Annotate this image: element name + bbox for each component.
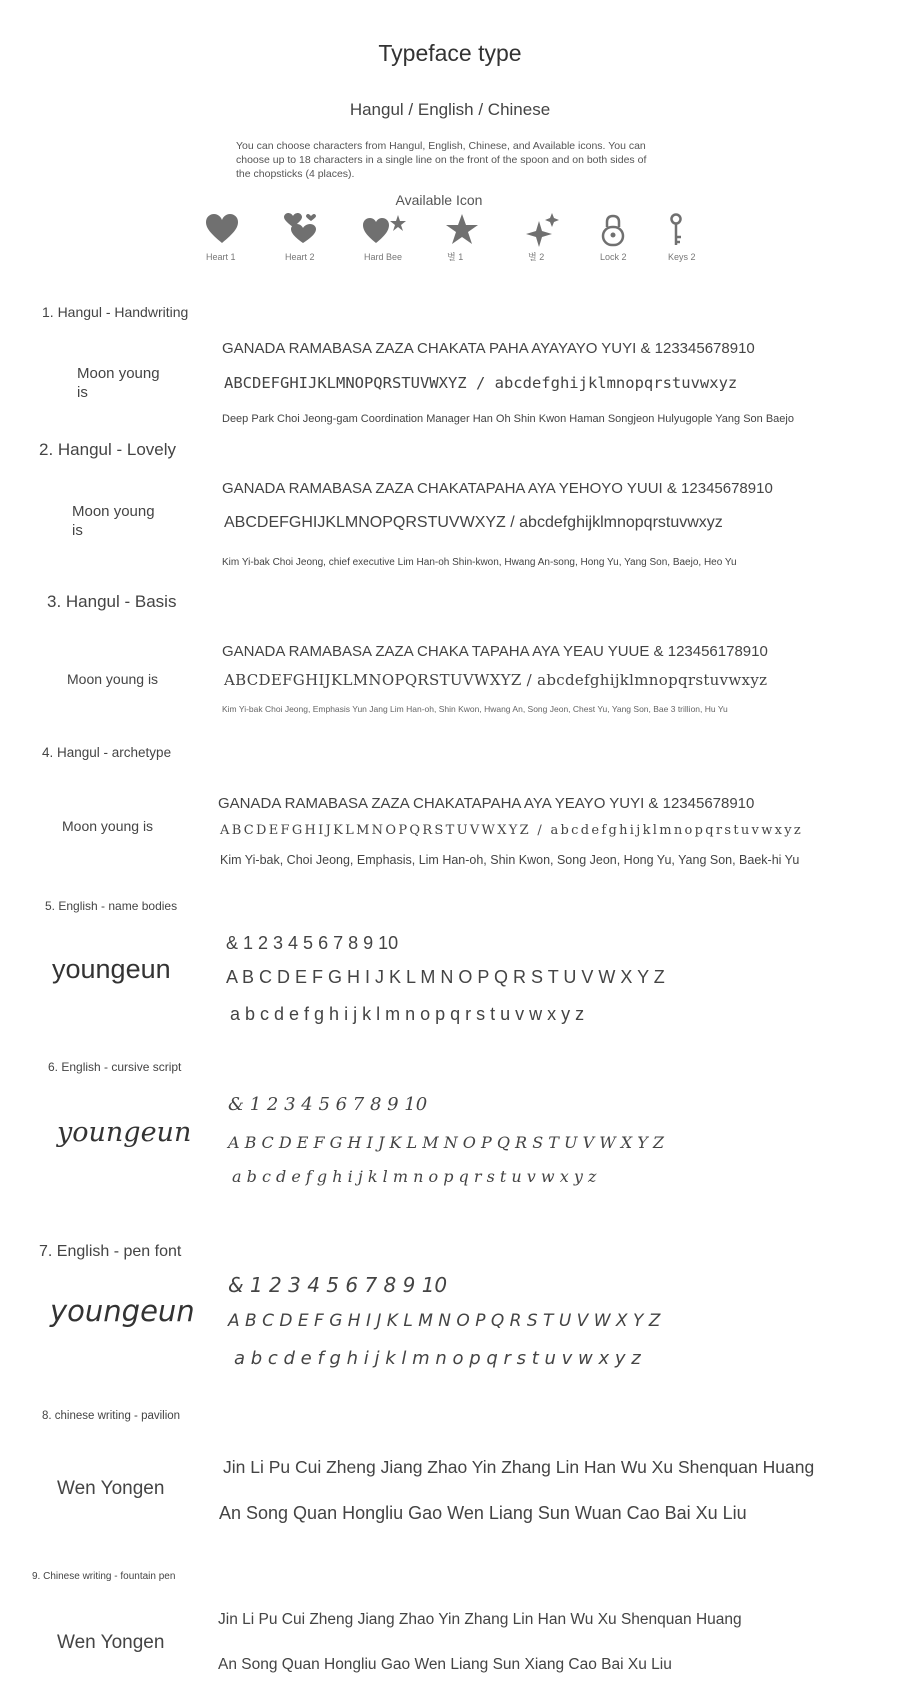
sample-line: & 1 2 3 4 5 6 7 8 9 10 (228, 1273, 448, 1297)
icon-label: Keys 2 (668, 252, 696, 262)
sample-line: An Song Quan Hongliu Gao Wen Liang Sun Wuan Cao Bai Xu Liu (219, 1503, 747, 1523)
sample-name: Moon young is (62, 818, 154, 834)
section-heading: 1. Hangul - Handwriting (42, 304, 189, 320)
sample-line: Kim Yi-bak Choi Jeong, Emphasis Yun Jang Lim Han-oh, Shin Kwon, Hwang An, Song Jeon, Chest Yu, Yang Son, Bae 3 trillion, Hu Yu (222, 704, 728, 714)
section-heading: 2. Hangul - Lovely (39, 440, 177, 459)
section-heading: 3. Hangul - Basis (47, 592, 177, 611)
section-heading: 8. chinese writing - pavilion (42, 1410, 181, 1422)
sample-name: Moon young is (72, 503, 155, 539)
sample-name: Moon young is (67, 671, 159, 687)
section-heading: 9. Chinese writing - fountain pen (32, 1571, 176, 1582)
sample-line: ABCDEFGHIJKLMNOPQRSTUVWXYZ / abcdefghijklmnopqrstuvwxyz (220, 823, 804, 838)
sample-line: A B C D E F G H I J K L M N O P Q R S T U V W X Y Z (228, 1311, 661, 1331)
available-icon-heading: Available Icon (395, 192, 483, 208)
page-subtitle: Hangul / English / Chinese (349, 100, 551, 119)
sample-name: youngeun (52, 954, 171, 984)
description-text: You can choose characters from Hangul, English, Chinese, and Available icons. You can choose up to 18 characters in a single line on the front of the spoon and on both sides of the chopsticks (4 places). (236, 140, 647, 180)
sample-line: An Song Quan Hongliu Gao Wen Liang Sun Xiang Cao Bai Xu Liu (218, 1656, 672, 1673)
icon-label: Lock 2 (600, 252, 627, 262)
sample-line: GANADA RAMABASA ZAZA CHAKA TAPAHA AYA YEAU YUUE & 123456178910 (222, 643, 768, 660)
sample-line: & 1 2 3 4 5 6 7 8 9 10 (226, 933, 399, 953)
sample-name: Moon young is (77, 365, 160, 401)
sample-line: Kim Yi-bak, Choi Jeong, Emphasis, Lim Han-oh, Shin Kwon, Song Jeon, Hong Yu, Yang Son, Baek-hi Yu (220, 853, 800, 867)
sample-line: Kim Yi-bak Choi Jeong, chief executive Lim Han-oh Shin-kwon, Hwang An-song, Hong Yu, Yang Son, Baejo, Heo Yu (222, 557, 737, 568)
sample-line: Jin Li Pu Cui Zheng Jiang Zhao Yin Zhang Lin Han Wu Xu Shenquan Huang (223, 1457, 815, 1477)
sample-line: ABCDEFGHIJKLMNOPQRSTUVWXYZ / abcdefghijklmnopqrstuvwxyz (224, 671, 768, 689)
section-heading: 7. English - pen font (39, 1243, 182, 1260)
sample-line: GANADA RAMABASA ZAZA CHAKATAPAHA AYA YEAYO YUYI & 12345678910 (218, 795, 755, 812)
section-heading: 6. English - cursive script (48, 1060, 182, 1074)
lock-icon (598, 213, 658, 273)
heart-icon (204, 213, 264, 273)
icon-label: Hard Bee (364, 252, 403, 262)
sample-line: GANADA RAMABASA ZAZA CHAKATA PAHA AYAYAYO YUYI & 123345678910 (222, 340, 755, 357)
sample-name: youngeun (57, 1117, 192, 1148)
sample-line: Deep Park Choi Jeong-gam Coordination Manager Han Oh Shin Kwon Haman Songjeon Hulyugople Yang Son Baejo (222, 413, 794, 425)
sample-line: a b c d e f g h i j k l m n o p q r s t u v w x y z (230, 1004, 585, 1024)
star-icon (445, 213, 505, 273)
key-icon (666, 213, 726, 273)
sample-line: Jin Li Pu Cui Zheng Jiang Zhao Yin Zhang Lin Han Wu Xu Shenquan Huang (218, 1611, 742, 1628)
sample-line: ABCDEFGHIJKLMNOPQRSTUVWXYZ / abcdefghijklmnopqrstuvwxyz (224, 514, 723, 531)
sample-name: youngeun (50, 1294, 195, 1328)
icon-label: 별 1 (447, 252, 464, 262)
sample-name: Wen Yongen (57, 1632, 165, 1653)
icon-label: 별 2 (528, 252, 545, 262)
hearts-icon (283, 213, 343, 273)
sample-line: A B C D E F G H I J K L M N O P Q R S T U V W X Y Z (228, 1133, 664, 1152)
sample-line: A B C D E F G H I J K L M N O P Q R S T U V W X Y Z (226, 967, 665, 987)
page-title: Typeface type (378, 40, 522, 66)
sample-line: a b c d e f g h i j k l m n o p q r s t u v w x y z (234, 1348, 641, 1369)
sample-line: GANADA RAMABASA ZAZA CHAKATAPAHA AYA YEHOYO YUUI & 12345678910 (222, 480, 773, 497)
sample-line: a b c d e f g h i j k l m n o p q r s t u v w x y z (232, 1167, 597, 1186)
section-heading: 4. Hangul - archetype (42, 745, 172, 760)
icon-label: Heart 2 (285, 252, 315, 262)
sparkle-icon (526, 213, 586, 273)
sample-name: Wen Yongen (57, 1478, 165, 1499)
section-heading: 5. English - name bodies (45, 899, 178, 913)
sample-line: ABCDEFGHIJKLMNOPQRSTUVWXYZ / abcdefghijklmnopqrstuvwxyz (224, 374, 738, 392)
heart-bee-icon (362, 213, 422, 273)
sample-line: & 1 2 3 4 5 6 7 8 9 10 (228, 1094, 428, 1115)
icon-label: Heart 1 (206, 252, 236, 262)
